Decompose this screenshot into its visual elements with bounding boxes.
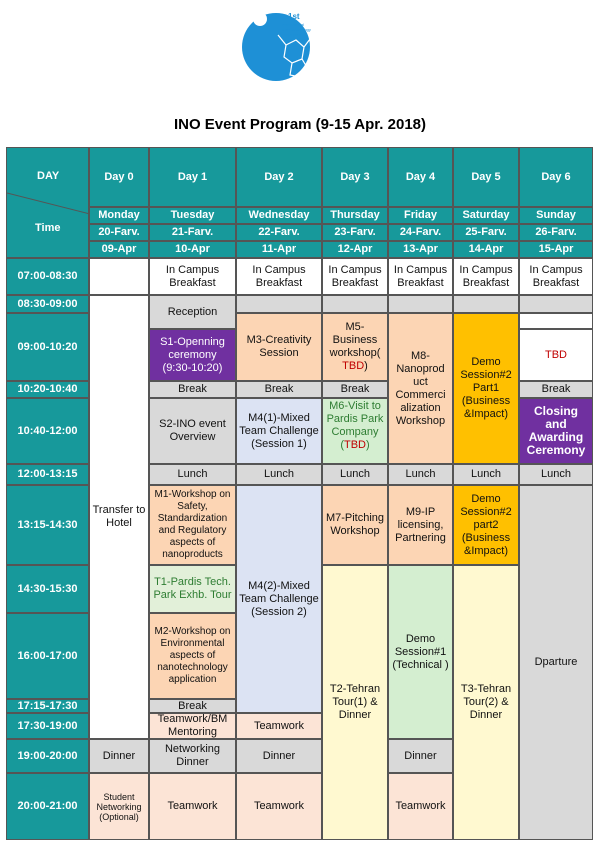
date-cell: 15-Apr bbox=[519, 241, 593, 258]
event-cell: T2-Tehran Tour(1) & Dinner bbox=[322, 565, 388, 840]
event-cell: Dparture bbox=[519, 485, 593, 840]
weekday-cell: Sunday bbox=[519, 207, 593, 224]
time-cell: 13:15-14:30 bbox=[6, 485, 89, 565]
weekday-cell: Tuesday bbox=[149, 207, 236, 224]
day-header: Day 2 bbox=[236, 147, 322, 207]
event-cell: Lunch bbox=[149, 464, 236, 485]
logo-line1: International bbox=[282, 22, 305, 27]
day-header: Day 5 bbox=[453, 147, 519, 207]
event-cell: Break bbox=[519, 381, 593, 398]
weekday-cell: Monday bbox=[89, 207, 149, 224]
event-cell: M4(1)-Mixed Team Challenge (Session 1) bbox=[236, 398, 322, 464]
event-cell: Reception bbox=[149, 295, 236, 329]
event-cell: Teamwork bbox=[388, 773, 453, 840]
empty-cell bbox=[519, 295, 593, 313]
date-cell: 12-Apr bbox=[322, 241, 388, 258]
m5-line: workshop( bbox=[329, 347, 381, 359]
time-cell: 17:15-17:30 bbox=[6, 699, 89, 713]
day-header: Day 4 bbox=[388, 147, 453, 207]
event-cell: Teamwork bbox=[236, 713, 322, 739]
time-cell: 09:00-10:20 bbox=[6, 313, 89, 381]
time-cell: 08:30-09:00 bbox=[6, 295, 89, 313]
event-cell: Break bbox=[322, 381, 388, 398]
farv-cell: 22-Farv. bbox=[236, 224, 322, 241]
event-cell: Break bbox=[149, 699, 236, 713]
event-cell: M5- Business workshop( TBD) bbox=[322, 313, 388, 381]
empty-cell bbox=[388, 295, 453, 313]
farv-cell: 21-Farv. bbox=[149, 224, 236, 241]
time-cell: 16:00-17:00 bbox=[6, 613, 89, 699]
date-cell: 10-Apr bbox=[149, 241, 236, 258]
s1-line: ceremony bbox=[168, 348, 217, 361]
empty-cell bbox=[453, 295, 519, 313]
event-cell: Closing and Awarding Ceremony bbox=[519, 398, 593, 464]
event-cell: M9-IP licensing, Partnering bbox=[388, 485, 453, 565]
event-cell: In Campus Breakfast bbox=[322, 258, 388, 295]
weekday-cell: Thursday bbox=[322, 207, 388, 224]
logo-dot-icon bbox=[253, 12, 267, 26]
event-cell: M6-Visit to Pardis Park Company (TBD) bbox=[322, 398, 388, 464]
empty-cell bbox=[89, 258, 149, 295]
event-cell: M3-Creativity Session bbox=[236, 313, 322, 381]
empty-cell bbox=[519, 313, 593, 329]
event-cell: Demo Session#1 (Technical ) bbox=[388, 565, 453, 739]
logo-sup: 1st bbox=[288, 12, 300, 21]
time-cell: 12:00-13:15 bbox=[6, 464, 89, 485]
event-cell: S2-INO event Overview bbox=[149, 398, 236, 464]
event-cell: Demo Session#2 part2 (Business &Impact) bbox=[453, 485, 519, 565]
event-cell: TBD bbox=[519, 329, 593, 381]
event-cell: Dinner bbox=[236, 739, 322, 773]
farv-cell: 26-Farv. bbox=[519, 224, 593, 241]
event-cell: Lunch bbox=[453, 464, 519, 485]
event-cell: In Campus Breakfast bbox=[388, 258, 453, 295]
time-cell: 07:00-08:30 bbox=[6, 258, 89, 295]
time-label: Time bbox=[35, 222, 61, 234]
event-cell: Dinner bbox=[388, 739, 453, 773]
event-cell: Lunch bbox=[519, 464, 593, 485]
event-cell: Lunch bbox=[388, 464, 453, 485]
ino-logo bbox=[238, 5, 318, 85]
event-cell: Demo Session#2 Part1 (Business &Impact) bbox=[453, 313, 519, 464]
corner-diagonal bbox=[7, 148, 89, 258]
date-cell: 11-Apr bbox=[236, 241, 322, 258]
weekday-cell: Wednesday bbox=[236, 207, 322, 224]
m5-line: M5- bbox=[345, 321, 365, 333]
event-cell: M8-Nanoprod uct Commerci alization Workshop bbox=[388, 313, 453, 464]
event-cell: Networking Dinner bbox=[149, 739, 236, 773]
farv-cell: 25-Farv. bbox=[453, 224, 519, 241]
day-header: Day 1 bbox=[149, 147, 236, 207]
event-cell: Teamwork/BM Mentoring bbox=[149, 713, 236, 739]
event-cell: In Campus Breakfast bbox=[453, 258, 519, 295]
day-header: Day 0 bbox=[89, 147, 149, 207]
day-label: DAY bbox=[37, 170, 60, 182]
event-cell: Dinner bbox=[89, 739, 149, 773]
s1-line: (9:30-10:20) bbox=[162, 361, 223, 374]
event-cell: In Campus Breakfast bbox=[236, 258, 322, 295]
farv-cell: 23-Farv. bbox=[322, 224, 388, 241]
date-cell: 13-Apr bbox=[388, 241, 453, 258]
m6-text: M6-Visit to Pardis Park Company ( bbox=[326, 400, 384, 451]
weekday-cell: Friday bbox=[388, 207, 453, 224]
event-cell: In Campus Breakfast bbox=[519, 258, 593, 295]
event-cell: M7-Pitching Workshop bbox=[322, 485, 388, 565]
event-cell: Student Networking (Optional) bbox=[89, 773, 149, 840]
event-cell: Break bbox=[236, 381, 322, 398]
event-cell: In Campus Breakfast bbox=[149, 258, 236, 295]
event-cell: T3-Tehran Tour(2) & Dinner bbox=[453, 565, 519, 840]
tbd-text: TBD bbox=[344, 439, 366, 451]
event-cell: M1-Workshop on Safety, Standardization and Regulatory aspects of nanoproducts bbox=[149, 485, 236, 565]
farv-cell: 24-Farv. bbox=[388, 224, 453, 241]
event-cell: Teamwork bbox=[149, 773, 236, 840]
event-cell: Lunch bbox=[322, 464, 388, 485]
time-cell: 10:20-10:40 bbox=[6, 381, 89, 398]
event-cell: Transfer to Hotel bbox=[89, 295, 149, 739]
logo-line2: Nanotechnology bbox=[282, 27, 311, 32]
weekday-cell: Saturday bbox=[453, 207, 519, 224]
empty-cell bbox=[322, 295, 388, 313]
event-cell: M2-Workshop on Environmental aspects of nanotechnology application bbox=[149, 613, 236, 699]
day-header: Day 3 bbox=[322, 147, 388, 207]
empty-cell bbox=[236, 295, 322, 313]
date-cell: 14-Apr bbox=[453, 241, 519, 258]
farv-cell: 20-Farv. bbox=[89, 224, 149, 241]
time-cell: 17:30-19:00 bbox=[6, 713, 89, 739]
time-cell: 14:30-15:30 bbox=[6, 565, 89, 613]
corner-cell bbox=[6, 147, 89, 258]
event-cell: Break bbox=[149, 381, 236, 398]
time-cell: 19:00-20:00 bbox=[6, 739, 89, 773]
event-cell: M4(2)-Mixed Team Challenge (Session 2) bbox=[236, 485, 322, 713]
tbd-text: TBD bbox=[342, 360, 365, 372]
event-cell: Teamwork bbox=[236, 773, 322, 840]
day-header: Day 6 bbox=[519, 147, 593, 207]
logo-line3: Olympiad bbox=[284, 32, 301, 37]
time-cell: 20:00-21:00 bbox=[6, 773, 89, 840]
page-title: INO Event Program (9-15 Apr. 2018) bbox=[173, 116, 427, 133]
event-cell: Lunch bbox=[236, 464, 322, 485]
event-cell bbox=[149, 329, 236, 381]
schedule-table bbox=[6, 147, 593, 840]
event-cell: T1-Pardis Tech. Park Exhb. Tour bbox=[149, 565, 236, 613]
s1-line: S1-Openning bbox=[160, 335, 225, 348]
date-cell: 09-Apr bbox=[89, 241, 149, 258]
time-cell: 10:40-12:00 bbox=[6, 398, 89, 464]
m5-line: Business bbox=[332, 334, 378, 346]
